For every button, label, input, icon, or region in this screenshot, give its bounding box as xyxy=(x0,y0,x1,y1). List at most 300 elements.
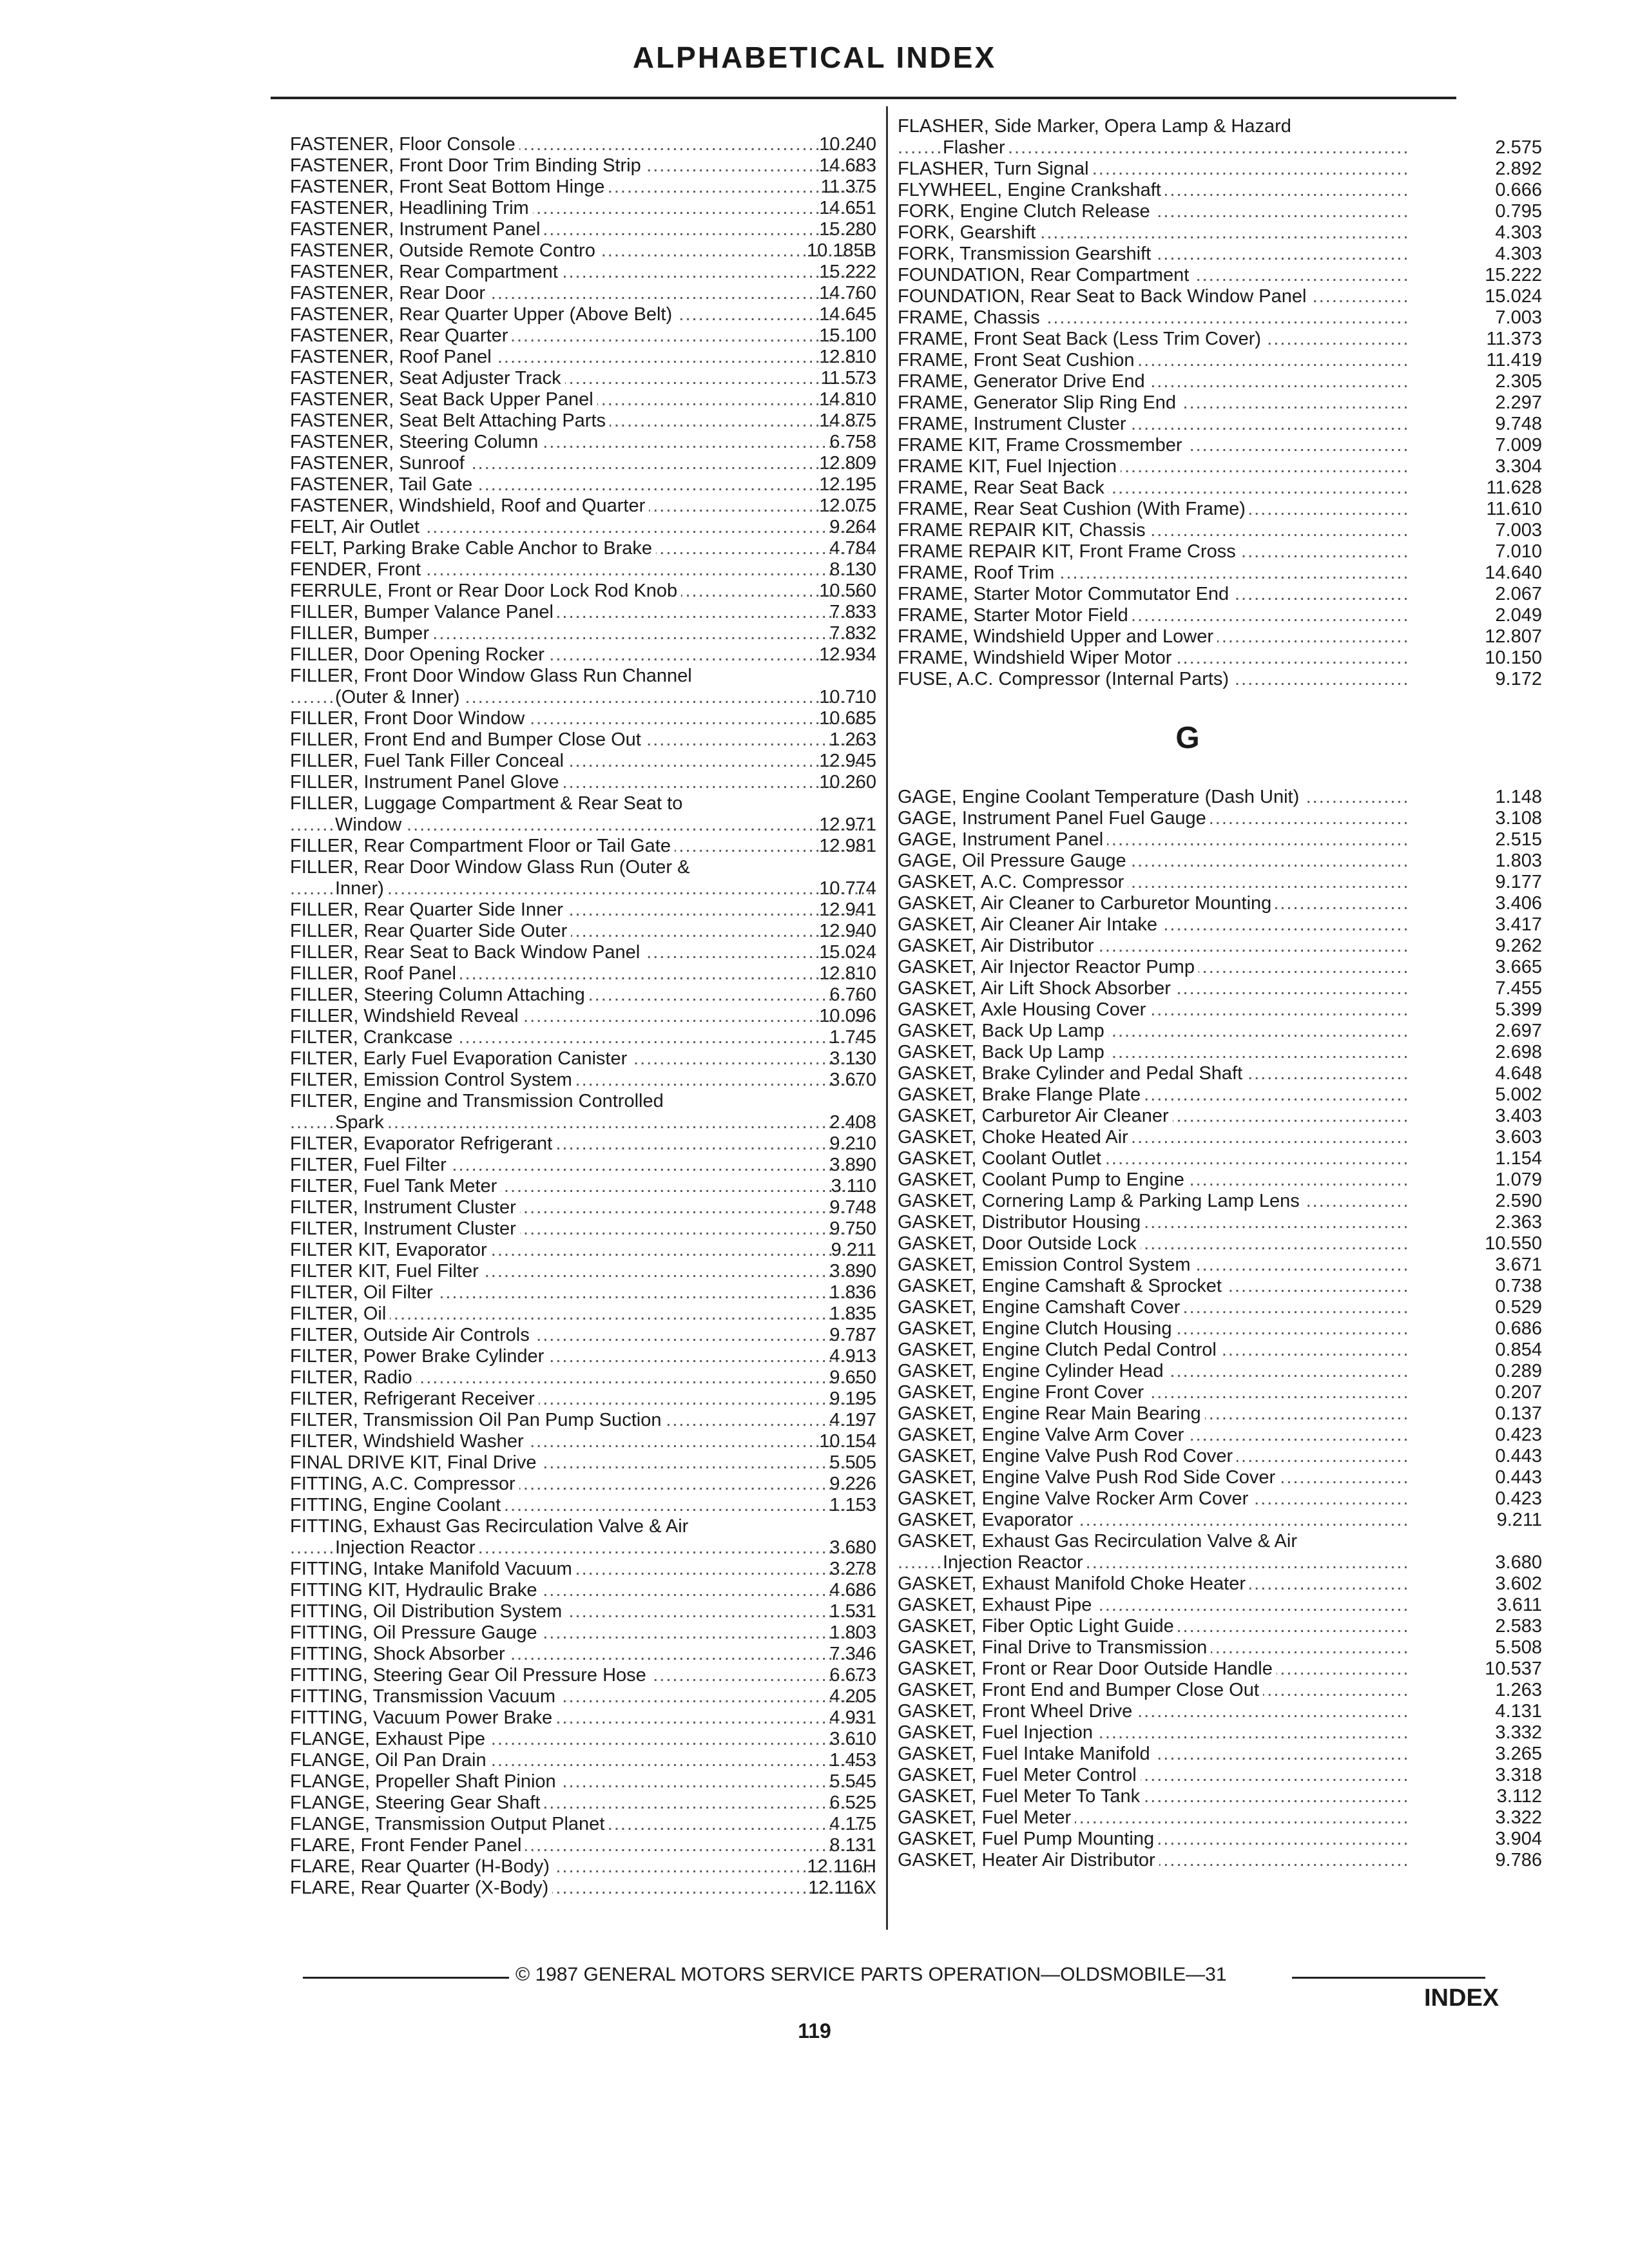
index-entry xyxy=(898,893,1542,914)
entry-label: GASKET, Brake Flange Plate xyxy=(898,1084,1144,1106)
entry-reference-number: 3.665 xyxy=(1495,957,1542,977)
entry-label: FASTENER, Outside Remote Contro xyxy=(290,240,599,262)
entry-reference-number: 3.406 xyxy=(1495,893,1542,914)
index-entry xyxy=(290,1176,876,1197)
index-entry xyxy=(290,347,876,368)
entry-reference-number: 6.673 xyxy=(829,1665,876,1686)
entry-label: FRAME KIT, Frame Crossmember xyxy=(898,435,1186,456)
index-entry xyxy=(290,1814,876,1835)
entry-label: GASKET, Axle Housing Cover xyxy=(898,999,1150,1021)
index-entry xyxy=(290,687,876,708)
entry-label: FRAME, Instrument Cluster xyxy=(898,414,1130,435)
index-entry xyxy=(290,432,876,453)
entry-label: GASKET, Fuel Pump Mounting xyxy=(898,1829,1158,1850)
entry-reference-number: 3.304 xyxy=(1495,456,1542,477)
index-entry xyxy=(290,1070,876,1091)
index-entry xyxy=(898,520,1542,541)
entry-label: FILLER, Front Door Window Glass Run Channel xyxy=(290,666,696,687)
index-entry xyxy=(290,1048,876,1070)
page-number: 119 xyxy=(798,2019,831,2042)
entry-label: FRAME, Chassis xyxy=(898,307,1044,329)
entry-label: GASKET, Heater Air Distributor xyxy=(898,1850,1159,1871)
index-entry xyxy=(898,201,1542,222)
entry-reference-number: 3.610 xyxy=(829,1729,876,1749)
index-entry xyxy=(290,878,876,899)
entry-reference-number: 0.795 xyxy=(1495,201,1542,222)
entry-reference-number: 3.318 xyxy=(1495,1765,1542,1785)
entry-reference-number: 4.303 xyxy=(1495,244,1542,264)
entry-reference-number: 7.003 xyxy=(1495,307,1542,328)
entry-reference-number: 0.207 xyxy=(1495,1382,1542,1403)
index-entry xyxy=(898,584,1542,605)
index-entry xyxy=(290,899,876,921)
entry-reference-number: 10.537 xyxy=(1485,1658,1542,1679)
entry-label: FLARE, Rear Quarter (H-Body) xyxy=(290,1856,554,1878)
entry-reference-number: 0.529 xyxy=(1495,1297,1542,1318)
entry-reference-number: 6.758 xyxy=(829,432,876,452)
entry-label: FILTER, Power Brake Cylinder xyxy=(290,1346,548,1367)
entry-reference-number: 2.049 xyxy=(1495,605,1542,626)
entry-reference-number: 8.130 xyxy=(829,559,876,580)
index-entry xyxy=(898,222,1542,244)
index-entry xyxy=(290,1729,876,1750)
entry-label: FRAME, Front Seat Cushion xyxy=(898,350,1138,371)
index-entry xyxy=(290,666,692,687)
index-entry xyxy=(898,936,1542,957)
entry-reference-number: 3.890 xyxy=(829,1155,876,1175)
index-entry xyxy=(898,1637,1542,1658)
entry-reference-number: 0.423 xyxy=(1495,1425,1542,1445)
index-entry xyxy=(898,329,1542,350)
entry-label: FASTENER, Headlining Trim xyxy=(290,198,533,219)
index-entry xyxy=(898,1446,1542,1467)
entry-reference-number: 11.610 xyxy=(1486,499,1542,519)
entry-reference-number: 5.002 xyxy=(1495,1084,1542,1105)
index-entry xyxy=(290,453,876,474)
index-entry xyxy=(898,1701,1542,1722)
index-entry xyxy=(290,177,876,198)
entry-label: FINAL DRIVE KIT, Final Drive xyxy=(290,1452,540,1474)
entry-label: FILLER, Roof Panel xyxy=(290,963,460,985)
section-letter-g: G xyxy=(1175,721,1200,755)
entry-label: GASKET, Carburetor Air Cleaner xyxy=(898,1106,1173,1127)
entry-reference-number: 12.195 xyxy=(819,474,876,495)
entry-reference-number: 11.373 xyxy=(1486,329,1542,349)
index-entry xyxy=(290,1346,876,1367)
index-entry xyxy=(898,1382,1542,1403)
entry-label: FRAME REPAIR KIT, Chassis xyxy=(898,520,1150,541)
entry-label: FRAME REPAIR KIT, Front Frame Cross xyxy=(898,541,1240,562)
index-entry xyxy=(898,1467,1542,1488)
index-entry xyxy=(898,1021,1542,1042)
entry-reference-number: 3.265 xyxy=(1495,1744,1542,1764)
entry-label: GASKET, Coolant Pump to Engine xyxy=(898,1169,1188,1191)
index-entry xyxy=(898,850,1542,872)
entry-reference-number: 2.575 xyxy=(1495,137,1542,158)
index-entry xyxy=(290,1452,876,1474)
entry-reference-number: 3.670 xyxy=(829,1070,876,1090)
entry-reference-number: 2.363 xyxy=(1495,1212,1542,1233)
entry-label: GASKET, Coolant Outlet xyxy=(898,1148,1105,1169)
entry-reference-number: 3.904 xyxy=(1495,1829,1542,1849)
index-entry xyxy=(898,1510,1542,1531)
entry-reference-number: 0.289 xyxy=(1495,1361,1542,1381)
entry-label: GASKET, Engine Clutch Housing xyxy=(898,1318,1176,1340)
entry-label: FILLER, Rear Quarter Side Outer xyxy=(290,921,571,942)
index-entry xyxy=(290,1303,876,1325)
entry-reference-number: 1.531 xyxy=(829,1601,876,1622)
entry-label: FRAME, Roof Trim xyxy=(898,562,1058,584)
index-entry xyxy=(898,1042,1542,1063)
index-entry xyxy=(898,244,1542,265)
index-entry xyxy=(290,985,876,1006)
index-entry xyxy=(290,963,876,985)
entry-reference-number: 2.892 xyxy=(1495,159,1542,179)
entry-label: GASKET, Engine Camshaft & Sprocket xyxy=(898,1276,1226,1297)
index-entry xyxy=(898,999,1542,1021)
index-entry xyxy=(290,283,876,304)
index-entry xyxy=(898,1063,1542,1084)
entry-reference-number: 10.550 xyxy=(1485,1233,1542,1254)
index-entry xyxy=(290,1027,876,1048)
entry-label: GASKET, Air Distributor xyxy=(898,936,1098,957)
index-entry xyxy=(898,286,1542,307)
index-entry xyxy=(898,1829,1542,1850)
index-entry xyxy=(290,155,876,177)
index-entry xyxy=(898,978,1542,999)
entry-reference-number: 1.079 xyxy=(1495,1169,1542,1190)
entry-label: FILTER, Outside Air Controls xyxy=(290,1325,534,1346)
entry-reference-number: 12.934 xyxy=(819,644,876,665)
entry-reference-number: 3.611 xyxy=(1496,1595,1542,1615)
entry-label: GASKET, Exhaust Manifold Choke Heater xyxy=(898,1573,1249,1595)
entry-label: FITTING, Vacuum Power Brake xyxy=(290,1707,556,1729)
index-entry xyxy=(290,1665,876,1686)
entry-label: FILTER, Radio xyxy=(290,1367,416,1389)
entry-reference-number: 3.278 xyxy=(829,1559,876,1579)
entry-label: GASKET, Fuel Meter xyxy=(898,1807,1075,1829)
entry-label: FILLER, Steering Column Attaching xyxy=(290,985,589,1006)
entry-reference-number: 12.940 xyxy=(819,921,876,941)
index-entry xyxy=(290,474,876,495)
index-entry xyxy=(290,368,876,389)
entry-reference-number: 9.210 xyxy=(829,1133,876,1154)
index-entry xyxy=(898,1340,1542,1361)
entry-label: GASKET, Engine Valve Push Rod Cover xyxy=(898,1446,1237,1467)
entry-label: FILTER, Instrument Cluster xyxy=(290,1197,520,1218)
entry-label: GASKET, Front Wheel Drive xyxy=(898,1701,1136,1722)
index-entry xyxy=(290,793,683,814)
entry-reference-number: 1.263 xyxy=(1495,1680,1542,1700)
entry-reference-number: 11.573 xyxy=(820,368,876,389)
index-entry xyxy=(898,1169,1542,1191)
index-entry xyxy=(898,1233,1542,1254)
entry-label: FLYWHEEL, Engine Crankshaft xyxy=(898,180,1165,201)
index-entry xyxy=(898,137,1542,159)
entry-label: FITTING, Intake Manifold Vacuum xyxy=(290,1559,576,1580)
entry-label: FITTING KIT, Hydraulic Brake xyxy=(290,1580,541,1601)
entry-reference-number: 10.096 xyxy=(819,1006,876,1026)
entry-label: FLANGE, Steering Gear Shaft xyxy=(290,1792,544,1814)
entry-label: GASKET, Engine Valve Arm Cover xyxy=(898,1425,1188,1446)
entry-label: GASKET, Brake Cylinder and Pedal Shaft xyxy=(898,1063,1246,1084)
entry-label: FORK, Gearshift xyxy=(898,222,1039,244)
entry-label: GASKET, Fiber Optic Light Guide xyxy=(898,1616,1178,1637)
entry-label: GASKET, Engine Valve Push Rod Side Cover xyxy=(898,1467,1279,1488)
index-entry xyxy=(290,262,876,283)
entry-reference-number: 3.671 xyxy=(1495,1254,1542,1275)
entry-label: FASTENER, Steering Column xyxy=(290,432,542,453)
index-entry xyxy=(290,581,876,602)
index-entry xyxy=(290,134,876,155)
index-entry xyxy=(898,307,1542,329)
entry-reference-number: 9.262 xyxy=(1495,936,1542,956)
entry-reference-number: 1.836 xyxy=(829,1282,876,1303)
entry-label: GASKET, Cornering Lamp & Parking Lamp Lens xyxy=(898,1191,1304,1212)
entry-label: FITTING, Oil Pressure Gauge xyxy=(290,1622,541,1644)
entry-reference-number: 2.067 xyxy=(1495,584,1542,604)
entry-reference-number: 3.130 xyxy=(829,1048,876,1069)
entry-label: FRAME, Rear Seat Back xyxy=(898,477,1108,499)
index-entry xyxy=(290,942,876,963)
entry-label: FASTENER, Windshield, Roof and Quarter xyxy=(290,495,649,517)
entry-label: FILTER, Oil Filter xyxy=(290,1282,437,1303)
entry-reference-number: 1.803 xyxy=(829,1622,876,1643)
entry-label: FILTER, Early Fuel Evaporation Canister xyxy=(290,1048,631,1070)
entry-reference-number: 1.835 xyxy=(829,1303,876,1324)
entry-reference-number: 15.024 xyxy=(819,942,876,963)
index-entry xyxy=(290,772,876,793)
index-entry xyxy=(898,180,1542,201)
entry-label: FLANGE, Exhaust Pipe xyxy=(290,1729,489,1750)
entry-reference-number: 9.226 xyxy=(829,1474,876,1494)
entry-reference-number: 10.154 xyxy=(819,1431,876,1452)
entry-label: FILTER, Emission Control System xyxy=(290,1070,576,1091)
index-entry xyxy=(290,1410,876,1431)
entry-label: FASTENER, Tail Gate xyxy=(290,474,476,495)
index-entry xyxy=(898,1276,1542,1297)
index-entry xyxy=(898,605,1542,626)
entry-reference-number: 4.913 xyxy=(829,1346,876,1367)
entry-label: FOUNDATION, Rear Compartment xyxy=(898,265,1193,286)
entry-reference-number: 12.941 xyxy=(819,899,876,920)
entry-reference-number: 0.443 xyxy=(1495,1467,1542,1488)
entry-label: GASKET, Fuel Injection xyxy=(898,1722,1097,1744)
page-title: ALPHABETICAL INDEX xyxy=(632,41,997,74)
index-entry xyxy=(290,1367,876,1389)
index-entry xyxy=(898,1425,1542,1446)
index-entry xyxy=(898,914,1542,936)
index-entry xyxy=(290,1707,876,1729)
index-entry xyxy=(898,872,1542,893)
index-entry xyxy=(290,410,876,432)
index-entry xyxy=(290,1431,876,1452)
entry-reference-number: 4.686 xyxy=(829,1580,876,1600)
entry-reference-number: 11.375 xyxy=(820,177,876,197)
index-entry xyxy=(290,325,876,347)
index-entry xyxy=(898,1744,1542,1765)
right-column-f-entries xyxy=(898,116,1542,690)
entry-label: FRAME, Rear Seat Cushion (With Frame) xyxy=(898,499,1249,520)
index-entry xyxy=(290,857,690,878)
entry-reference-number: 0.137 xyxy=(1495,1403,1542,1424)
index-entry xyxy=(290,1325,876,1346)
entry-label: FILTER, Oil xyxy=(290,1303,390,1325)
entry-reference-number: 9.748 xyxy=(1495,414,1542,434)
entry-reference-number: 15.024 xyxy=(1485,286,1542,307)
index-entry xyxy=(290,198,876,219)
index-entry xyxy=(290,1686,876,1707)
entry-label: GASKET, Back Up Lamp xyxy=(898,1042,1108,1063)
entry-label: FASTENER, Rear Quarter xyxy=(290,325,512,347)
index-entry xyxy=(290,1495,876,1516)
index-entry xyxy=(898,1106,1542,1127)
entry-label: FASTENER, Sunroof xyxy=(290,453,468,474)
entry-reference-number: 8.131 xyxy=(829,1835,876,1856)
entry-reference-number: 3.110 xyxy=(831,1176,876,1196)
index-entry xyxy=(898,1658,1542,1680)
entry-label: FILTER, Instrument Cluster xyxy=(290,1218,520,1240)
entry-reference-number: 3.603 xyxy=(1495,1127,1542,1148)
index-entry xyxy=(898,265,1542,286)
index-entry xyxy=(898,1765,1542,1786)
entry-reference-number: 10.685 xyxy=(819,708,876,729)
entry-reference-number: 3.112 xyxy=(1496,1786,1542,1807)
entry-label: GASKET, Engine Cylinder Head xyxy=(898,1361,1168,1382)
entry-label: FORK, Transmission Gearshift xyxy=(898,244,1155,265)
entry-label: FENDER, Front xyxy=(290,559,425,581)
entry-label: GASKET, Front End and Bumper Close Out xyxy=(898,1680,1263,1701)
entry-reference-number: 6.760 xyxy=(829,985,876,1005)
entry-reference-number: 12.971 xyxy=(819,814,876,835)
entry-reference-number: 9.211 xyxy=(1496,1510,1542,1530)
entry-reference-number: 3.602 xyxy=(1495,1573,1542,1594)
entry-reference-number: 15.222 xyxy=(1485,265,1542,285)
entry-label: GASKET, Exhaust Pipe xyxy=(898,1595,1095,1616)
entry-label: Spark xyxy=(335,1112,388,1133)
entry-reference-number: 4.205 xyxy=(829,1686,876,1707)
entry-label: FILLER, Bumper xyxy=(290,623,433,644)
entry-label: Window xyxy=(335,814,405,836)
entry-reference-number: 14.640 xyxy=(1485,562,1542,583)
index-entry xyxy=(898,648,1542,669)
entry-label: FERRULE, Front or Rear Door Lock Rod Knob xyxy=(290,581,681,602)
index-entry xyxy=(898,456,1542,477)
entry-label: FILTER KIT, Evaporator xyxy=(290,1240,491,1261)
right-column xyxy=(898,116,1542,1871)
index-entry xyxy=(290,1112,876,1133)
index-entry xyxy=(898,1850,1542,1871)
entry-reference-number: 5.545 xyxy=(829,1771,876,1792)
index-entry xyxy=(898,957,1542,978)
entry-reference-number: 1.263 xyxy=(829,729,876,750)
entry-reference-number: 0.443 xyxy=(1495,1446,1542,1466)
index-entry xyxy=(898,1297,1542,1318)
index-entry xyxy=(898,1148,1542,1169)
entry-label: FRAME, Front Seat Back (Less Trim Cover) xyxy=(898,329,1265,350)
index-entry xyxy=(898,1212,1542,1233)
entry-reference-number: 0.686 xyxy=(1495,1318,1542,1339)
entry-label: FILLER, Windshield Reveal xyxy=(290,1006,523,1027)
index-entry xyxy=(290,708,876,729)
entry-label: FRAME, Starter Motor Commutator End xyxy=(898,584,1233,605)
entry-label: FRAME, Windshield Upper and Lower xyxy=(898,626,1217,648)
entry-reference-number: 14.645 xyxy=(819,304,876,325)
entry-label: FASTENER, Front Door Trim Binding Strip xyxy=(290,155,645,177)
title-rule xyxy=(271,97,1456,99)
entry-reference-number: 6.525 xyxy=(829,1792,876,1813)
index-entry xyxy=(898,1722,1542,1744)
entry-label: FITTING, Engine Coolant xyxy=(290,1495,505,1516)
index-entry xyxy=(898,1807,1542,1829)
entry-label: (Outer & Inner) xyxy=(335,687,463,708)
entry-reference-number: 2.297 xyxy=(1495,392,1542,413)
entry-reference-number: 9.750 xyxy=(829,1218,876,1239)
entry-label: GASKET, Back Up Lamp xyxy=(898,1021,1108,1042)
entry-reference-number: 12.075 xyxy=(819,495,876,516)
entry-reference-number: 7.003 xyxy=(1495,520,1542,541)
entry-label: GASKET, Door Outside Lock xyxy=(898,1233,1141,1254)
entry-reference-number: 9.787 xyxy=(829,1325,876,1345)
index-entry xyxy=(290,1537,876,1559)
entry-label: FILLER, Front End and Bumper Close Out xyxy=(290,729,645,751)
entry-label: FASTENER, Floor Console xyxy=(290,134,519,155)
entry-reference-number: 3.680 xyxy=(1495,1552,1542,1573)
index-entry xyxy=(898,499,1542,520)
entry-label: GASKET, Engine Front Cover xyxy=(898,1382,1148,1403)
entry-label: FLANGE, Transmission Output Planet xyxy=(290,1814,608,1835)
column-divider xyxy=(886,106,888,1930)
entry-reference-number: 5.505 xyxy=(829,1452,876,1473)
entry-label: GASKET, Choke Heated Air xyxy=(898,1127,1132,1148)
entry-label: FITTING, Transmission Vacuum xyxy=(290,1686,559,1707)
entry-label: GASKET, Exhaust Gas Recirculation Valve & Air xyxy=(898,1531,1301,1552)
index-entry xyxy=(290,1197,876,1218)
index-entry xyxy=(290,1240,876,1261)
entry-reference-number: 9.211 xyxy=(831,1240,876,1260)
footer-section-word: INDEX xyxy=(1424,1984,1499,2012)
entry-label: FASTENER, Seat Adjuster Track xyxy=(290,368,565,389)
entry-reference-number: 15.280 xyxy=(819,219,876,240)
index-entry xyxy=(898,371,1542,392)
entry-label: FLANGE, Propeller Shaft Pinion xyxy=(290,1771,560,1792)
entry-reference-number: 10.560 xyxy=(819,581,876,601)
entry-label: Inner) xyxy=(335,878,388,899)
index-entry xyxy=(290,644,876,666)
entry-reference-number: 4.648 xyxy=(1495,1063,1542,1084)
entry-reference-number: 7.832 xyxy=(829,623,876,644)
index-entry xyxy=(290,1792,876,1814)
entry-reference-number: 14.651 xyxy=(819,198,876,218)
entry-reference-number: 9.195 xyxy=(829,1389,876,1409)
entry-reference-number: 10.710 xyxy=(819,687,876,707)
index-entry xyxy=(290,814,876,836)
entry-label: GASKET, Evaporator xyxy=(898,1510,1077,1531)
entry-reference-number: 12.116X xyxy=(808,1878,876,1898)
entry-reference-number: 1.154 xyxy=(1495,1148,1542,1169)
entry-label: FILLER, Rear Compartment Floor or Tail Gate xyxy=(290,836,675,857)
index-entry xyxy=(290,1282,876,1303)
entry-label: FLASHER, Side Marker, Opera Lamp & Hazard xyxy=(898,116,1295,137)
index-entry xyxy=(290,729,876,751)
entry-label: FASTENER, Seat Back Upper Panel xyxy=(290,389,597,410)
entry-reference-number: 7.455 xyxy=(1495,978,1542,999)
entry-label: FRAME, Generator Slip Ring End xyxy=(898,392,1180,414)
entry-label: GASKET, Emission Control System xyxy=(898,1254,1194,1276)
entry-label: FASTENER, Rear Compartment xyxy=(290,262,562,283)
entry-reference-number: 4.175 xyxy=(829,1814,876,1834)
entry-reference-number: 9.650 xyxy=(829,1367,876,1388)
